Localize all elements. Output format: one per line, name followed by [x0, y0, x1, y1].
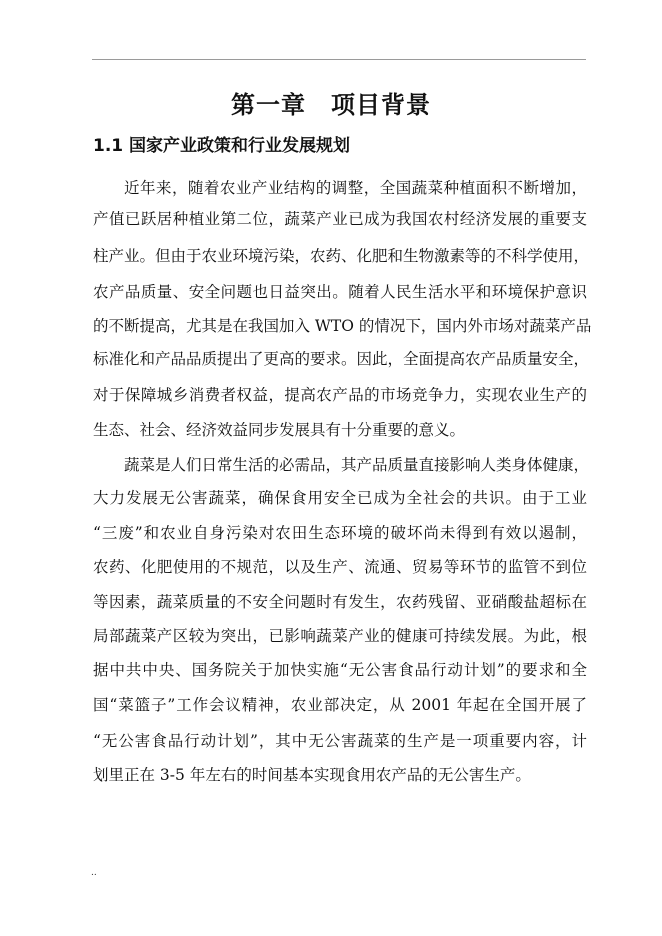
- paragraph-line: 国“菜篮子”工作会议精神，农业部决定，从 2001 年起在全国开展了: [93, 696, 587, 714]
- paragraph-line: 大力发展无公害蔬菜，确保食用安全已成为全社会的共识。由于工业: [93, 489, 587, 507]
- footer-marker: ..: [91, 868, 97, 878]
- paragraph-line: 蔬菜是人们日常生活的必需品，其产品质量直接影响人类身体健康，: [124, 456, 590, 474]
- paragraph-line: “无公害食品行动计划”，其中无公害蔬菜的生产是一项重要内容，计: [93, 732, 587, 750]
- paragraph-line: 农产品质量、安全问题也日益突出。随着人民生活水平和环境保护意识: [93, 283, 587, 301]
- paragraph-line: 的不断提高，尤其是在我国加入 WTO 的情况下，国内外市场对蔬菜产品: [93, 317, 592, 335]
- section-heading: 1.1 国家产业政策和行业发展规划: [93, 136, 351, 156]
- paragraph-line: 等因素，蔬菜质量的不安全问题时有发生，农药残留、亚硝酸盐超标在: [93, 593, 587, 611]
- paragraph-line: 据中共中央、国务院关于加快实施“无公害食品行动计划”的要求和全: [93, 661, 587, 679]
- paragraph-line: 划里正在 3-5 年左右的时间基本实现食用农产品的无公害生产。: [93, 766, 531, 784]
- paragraph-line: 标准化和产品品质提出了更高的要求。因此，全面提高农产品质量安全，: [93, 350, 590, 368]
- header-rule: [92, 59, 586, 60]
- paragraph-line: 局部蔬菜产区较为突出，已影响蔬菜产业的健康可持续发展。为此，根: [93, 627, 587, 645]
- chapter-title: 第一章 项目背景: [231, 90, 431, 119]
- paragraph-line: 近年来，随着农业产业结构的调整，全国蔬菜种植面积不断增加，: [124, 179, 587, 197]
- paragraph-line: 产值已跃居种植业第二位，蔬菜产业已成为我国农村经济发展的重要支: [93, 210, 587, 228]
- paragraph-line: 生态、社会、经济效益同步发展具有十分重要的意义。: [93, 421, 466, 439]
- paragraph-line: “三废”和农业自身污染对农田生态环境的破坏尚未得到有效以遏制，: [93, 524, 587, 542]
- paragraph-line: 柱产业。但由于农业环境污染，农药、化肥和生物激素等的不科学使用，: [93, 247, 590, 265]
- paragraph-line: 对于保障城乡消费者权益，提高农产品的市场竞争力，实现农业生产的: [93, 386, 587, 404]
- paragraph-line: 农药、化肥使用的不规范，以及生产、流通、贸易等环节的监管不到位: [93, 558, 587, 576]
